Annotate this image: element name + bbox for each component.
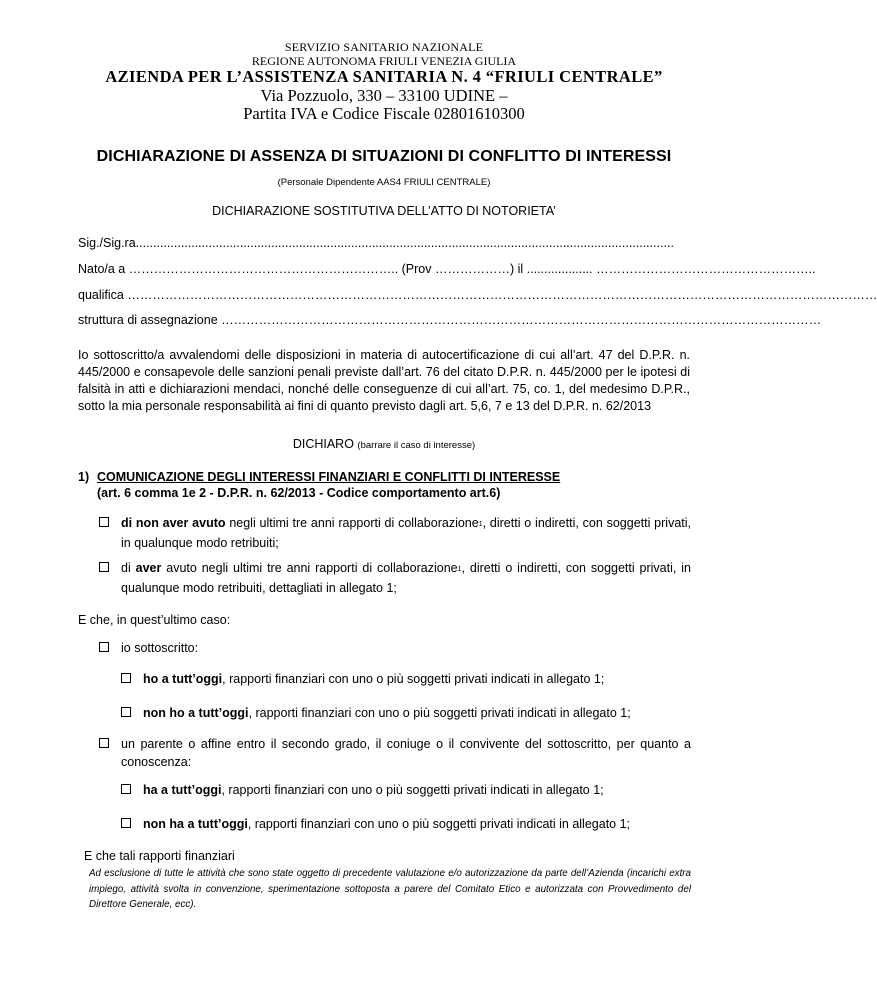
header-line-azienda: AZIENDA PER L’ASSISTENZA SANITARIA N. 4 “FRIULI CENTRALE”	[105, 67, 663, 86]
option-text: io sottoscritto:	[121, 641, 199, 655]
option-bold-text: non ho a tutt’oggi	[143, 706, 249, 720]
checkbox-icon[interactable]	[121, 784, 131, 794]
checkbox-icon[interactable]	[121, 707, 131, 717]
option-text: , rapporti finanziari con uno o più soggetti privati indicati in allegato 1;	[221, 783, 604, 797]
section-1-subtitle: (art. 6 comma 1e 2 - D.P.R. n. 62/2013 - Codice comportamento art.6)	[97, 486, 501, 500]
header-line-ssn: SERVIZIO SANITARIO NAZIONALE	[284, 40, 484, 54]
option-text: , rapporti finanziari con uno o più soggetti privati indicati in allegato 1;	[222, 672, 605, 686]
field-struttura[interactable]: struttura di assegnazione ………………………………………………………………………………………………………………………………	[78, 313, 822, 327]
footnote-ref: 1	[478, 521, 483, 528]
document-title: DICHIARAZIONE DI ASSENZA DI SITUAZIONI DI CONFLITTO DI INTERESSI	[96, 148, 672, 165]
field-nato[interactable]: Nato/a a ……………………………………………………….. (Prov ………………) il ................... ……………………………………………..	[78, 262, 816, 276]
section-1-heading	[78, 469, 560, 501]
dichiaro-heading	[0, 437, 768, 451]
option-bold-text: aver	[135, 561, 162, 575]
field-qualifica[interactable]: qualifica ………………………………………………………………………………………………………………………………………………………………	[78, 288, 877, 302]
option-text-cont: , diretti o indiretti, con soggetti privati, in qualunque modo retribuiti, dettagliati in allegato 1;	[121, 561, 691, 595]
option-bold-text: di non aver avuto	[121, 516, 226, 530]
declaration-paragraph: Io sottoscritto/a avvalendomi delle disposizioni in materia di autocertificazione di cui all’art. 47 del D.P.R. n. 445/2000 e consapevole delle sanzioni penali previste dall’art. 76 del citato D.P.R. n. 445/2000 per le ipotesi di falsità in atti e dichiarazioni mendaci, nonché delle conseguenze di cui all’art. 75, co. 1, del medesimo D.P.R., sotto la mia personale responsabilità ai fini di quanto previsto dagli art. 5,6, 7 e 13 del D.P.R. n. 62/2013	[78, 348, 690, 413]
rapporti-finanziari-line: E che tali rapporti finanziari	[84, 849, 235, 863]
section-1-number: 1)	[78, 470, 90, 484]
checkbox-icon[interactable]	[99, 562, 109, 572]
option-text-cont: , diretti o indiretti, con soggetti privati, in qualunque modo retribuiti;	[121, 516, 691, 550]
option-text: negli ultimi tre anni rapporti di collaborazione	[225, 516, 479, 530]
document-subtitle-notorieta: DICHIARAZIONE SOSTITUTIVA DELL’ATTO DI NOTORIETA’	[212, 204, 556, 218]
header-line-address: Via Pozzuolo, 330 – 33100 UDINE –	[260, 86, 508, 105]
checkbox-icon[interactable]	[121, 818, 131, 828]
header-line-region: REGIONE AUTONOMA FRIULI VENEZIA GIULIA	[251, 54, 517, 68]
option-bold-text: ho a tutt’oggi	[143, 672, 223, 686]
field-sig[interactable]: Sig./Sig.ra...........................................................................................................................................................	[78, 236, 674, 250]
checkbox-icon[interactable]	[121, 673, 131, 683]
dichiaro-label: DICHIARO	[292, 437, 354, 451]
e-che-line: E che, in quest’ultimo caso:	[78, 613, 231, 627]
option-text-pre: di	[121, 561, 136, 575]
option-bold-text: non ha a tutt’oggi	[143, 817, 248, 831]
header-line-piva: Partita IVA e Codice Fiscale 02801610300	[243, 104, 525, 123]
option-text: , rapporti finanziari con uno o più soggetti privati indicati in allegato 1;	[248, 706, 631, 720]
option-text: un parente o affine entro il secondo grado, il coniuge o il convivente del sottoscritto, per quanto a conoscenza:	[121, 737, 691, 769]
exclusion-note: Ad esclusione di tutte le attività che sono state oggetto di precedente valutazione e/o autorizzazione da parte dell’Azienda (incarichi extra impiego, attività svolta in convenzione, sperimentazione sottoposta a parere del Comitato Etico e autorizzata con Provvedimento del Direttore Generale, ecc).	[89, 868, 691, 910]
option-text: , rapporti finanziari con uno o più soggetti privati indicati in allegato 1;	[247, 817, 631, 831]
footnote-ref: 1	[457, 566, 462, 573]
dichiaro-note: (barrare il caso di interesse)	[357, 440, 476, 451]
checkbox-icon[interactable]	[99, 517, 109, 527]
checkbox-icon[interactable]	[99, 642, 109, 652]
document-subtitle: (Personale Dipendente AAS4 FRIULI CENTRALE)	[277, 177, 491, 188]
section-1-title: COMUNICAZIONE DEGLI INTERESSI FINANZIARI E CONFLITTI DI INTERESSE	[97, 470, 561, 484]
checkbox-icon[interactable]	[99, 738, 109, 748]
option-bold-text: ha a tutt’oggi	[143, 783, 222, 797]
option-text: avuto negli ultimi tre anni rapporti di collaborazione	[161, 561, 458, 575]
